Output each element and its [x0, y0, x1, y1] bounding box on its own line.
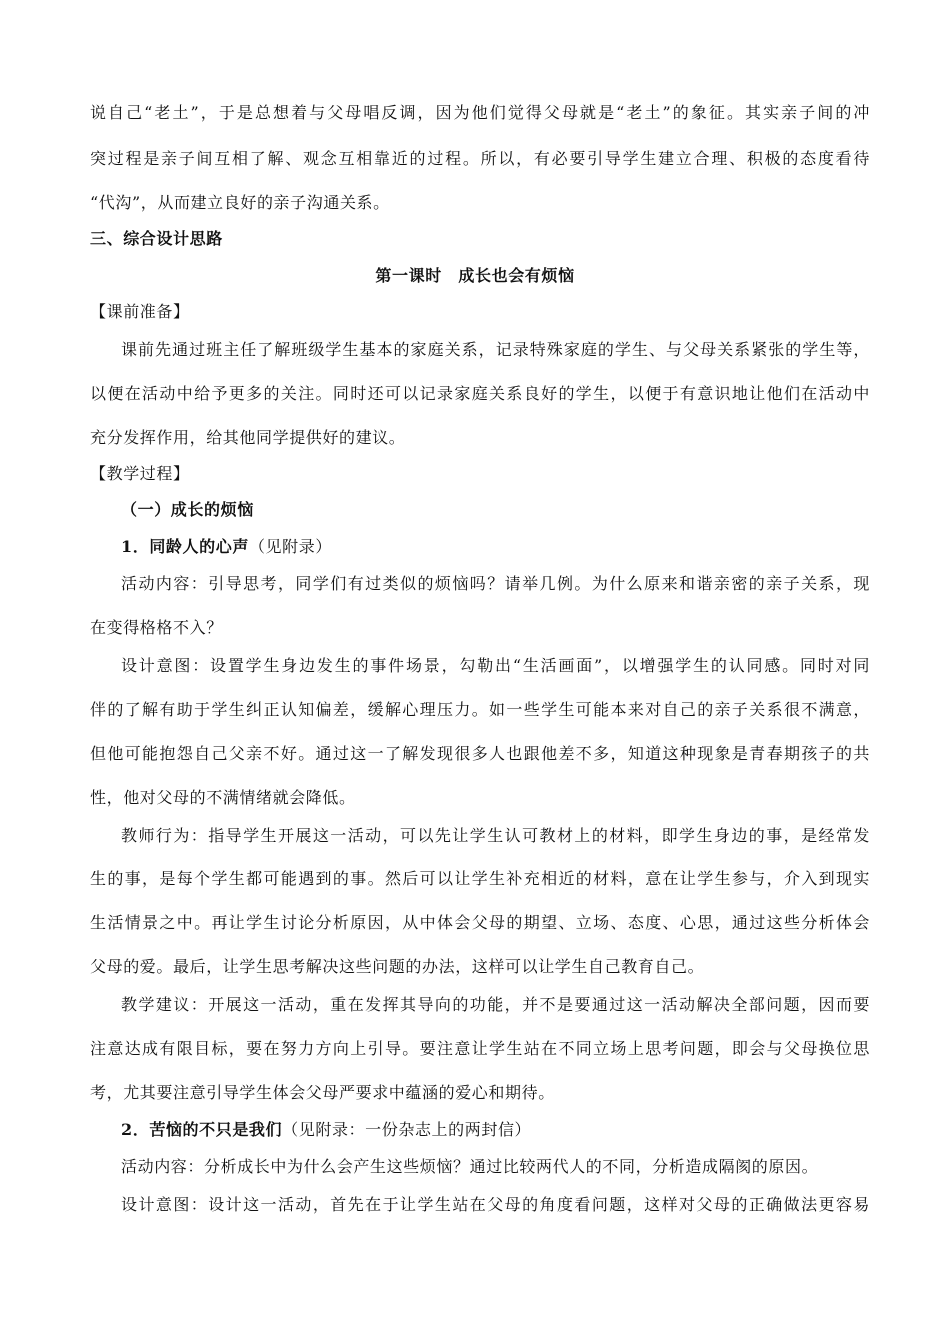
- lesson-title: 第一课时 成长也会有烦恼: [375, 266, 575, 285]
- activity1-teacher-line-3: 生活情景之中。再让学生讨论分析原因，从中体会父母的期望、立场、态度、心思，通过这些分析体会: [90, 913, 870, 932]
- process-heading: 【教学过程】: [90, 464, 190, 483]
- activity1-design-line-1: 设计意图：设置学生身边发生的事件场景，勾勒出“生活画面”，以增强学生的认同感。同时对同: [121, 656, 870, 675]
- prep-line-2: 以便在活动中给予更多的关注。同时还可以记录家庭关系良好的学生，以便于有意识地让他们在活动中: [90, 384, 870, 403]
- process-subheading: （一）成长的烦恼: [121, 500, 254, 519]
- activity1-design-line-2: 伴的了解有助于学生纠正认知偏差，缓解心理压力。如一些学生可能本来对自己的亲子关系很不满意，: [90, 700, 870, 719]
- prep-line-1: 课前先通过班主任了解班级学生基本的家庭关系，记录特殊家庭的学生、与父母关系紧张的学生等，: [121, 340, 870, 359]
- activity1-teacher-line-4: 父母的爱。最后，让学生思考解决这些问题的办法，这样可以让学生自己教育自己。: [90, 957, 705, 976]
- activity2-design-line-1: 设计意图：设计这一活动，首先在于让学生站在父母的角度看问题，这样对父母的正确做法更容易: [121, 1195, 870, 1214]
- activity1-advice-line-3: 考，尤其要注意引导学生体会父母严要求中蕴涵的爱心和期待。: [90, 1083, 555, 1102]
- intro-line-3: “代沟”，从而建立良好的亲子沟通关系。: [90, 193, 390, 212]
- activity1-content-line-2: 在变得格格不入？: [90, 618, 223, 637]
- activity1-teacher-line-2: 生的事，是每个学生都可能遇到的事。然后可以让学生补充相近的材料，意在让学生参与，介入到现实: [90, 869, 870, 888]
- activity1-design-line-3: 但他可能抱怨自己父亲不好。通过这一了解发现很多人也跟他差不多，知道这种现象是青春期孩子的共: [90, 744, 870, 763]
- activity1-title-line: [121, 537, 870, 557]
- prep-heading: 【课前准备】: [90, 302, 190, 321]
- activity1-content-line-1: 活动内容：引导思考，同学们有过类似的烦恼吗？请举几例。为什么原来和谐亲密的亲子关系，现: [121, 574, 870, 593]
- activity1-teacher-line-1: 教师行为：指导学生开展这一活动，可以先让学生认可教材上的材料，即学生身边的事，是经常发: [121, 826, 870, 845]
- prep-line-3: 充分发挥作用，给其他同学提供好的建议。: [90, 428, 406, 447]
- activity2-title: 2．苦恼的不只是我们: [121, 1120, 283, 1139]
- activity1-advice-line-2: 注意达成有限目标，要在努力方向上引导。要注意让学生站在不同立场上思考问题，即会与父母换位思: [90, 1039, 870, 1058]
- activity2-content-line-1: 活动内容：分析成长中为什么会产生这些烦恼？通过比较两代人的不同，分析造成隔阂的原因。: [121, 1157, 819, 1176]
- activity1-title-note: （见附录）: [248, 537, 332, 556]
- activity2-title-note: （见附录：一份杂志上的两封信）: [282, 1120, 532, 1139]
- intro-line-1: 说自己“老土”，于是总想着与父母唱反调，因为他们觉得父母就是“老土”的象征。其实亲子间的冲: [90, 103, 870, 122]
- activity1-title: 1．同龄人的心声: [121, 537, 249, 556]
- activity1-design-line-4: 性，他对父母的不满情绪就会降低。: [90, 788, 356, 807]
- section-heading: 三、综合设计思路: [90, 229, 223, 248]
- intro-line-2: 突过程是亲子间互相了解、观念互相靠近的过程。所以，有必要引导学生建立合理、积极的态度看待: [90, 149, 870, 168]
- activity2-title-line: [121, 1120, 870, 1140]
- activity1-advice-line-1: 教学建议：开展这一活动，重在发挥其导向的功能，并不是要通过这一活动解决全部问题，因而要: [121, 995, 870, 1014]
